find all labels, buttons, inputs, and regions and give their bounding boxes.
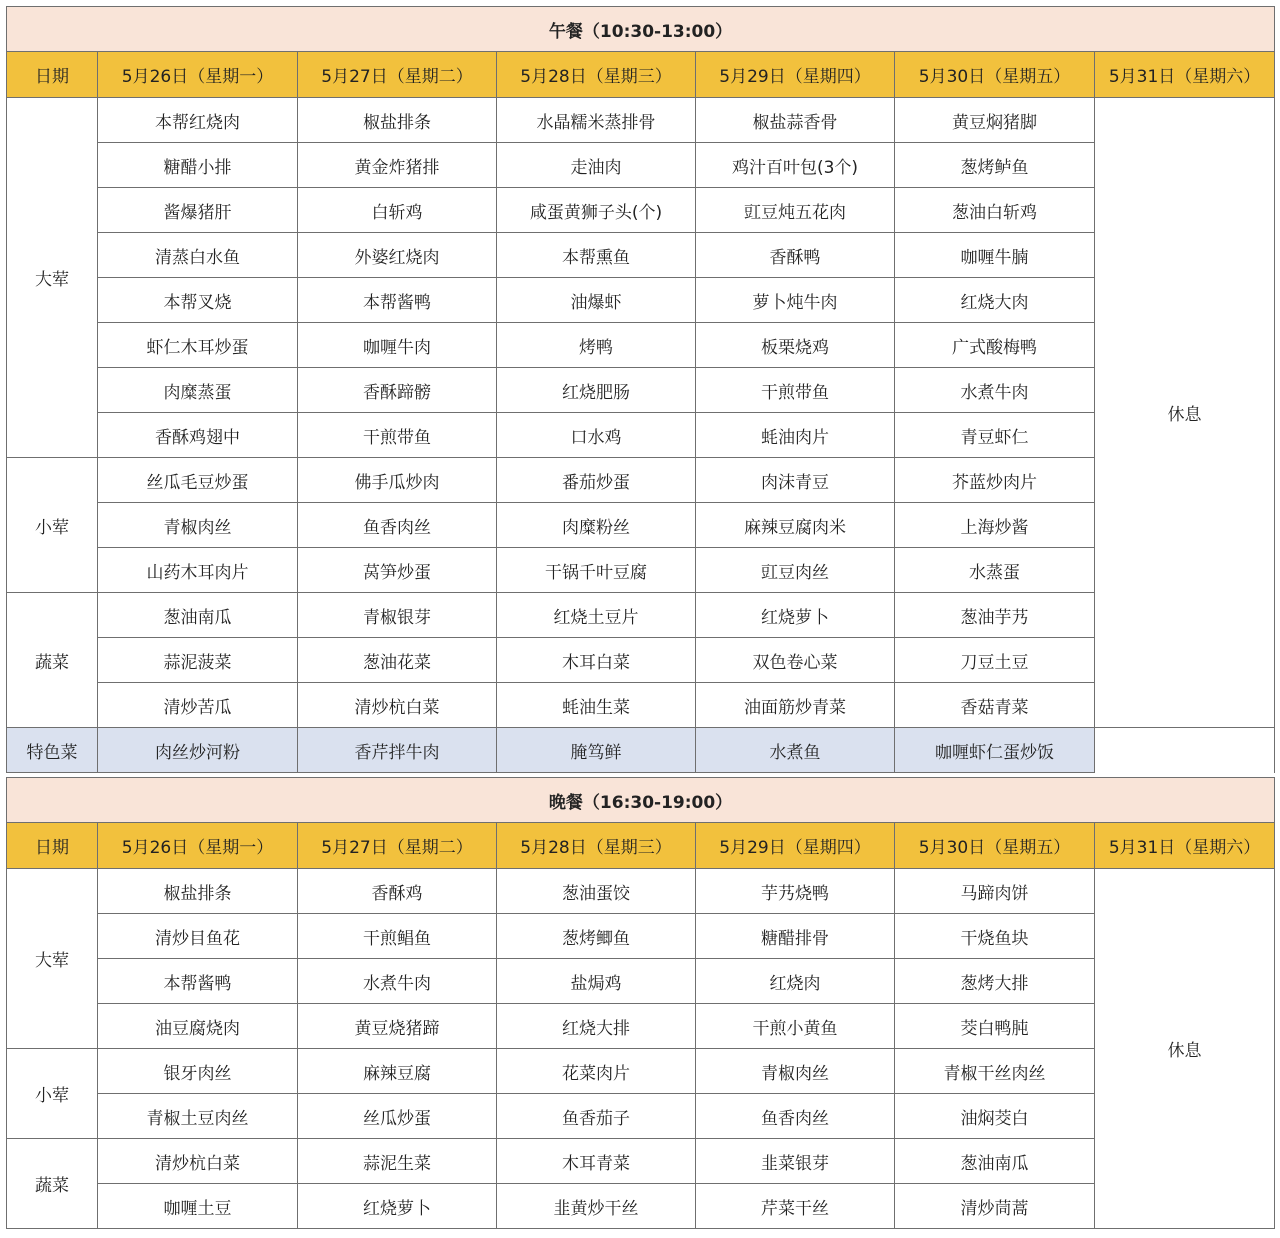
dish-cell: 干烧鱼块 bbox=[895, 914, 1095, 959]
dish-row bbox=[7, 458, 1275, 503]
dish-cell: 清蒸白水鱼 bbox=[98, 233, 298, 278]
dish-row bbox=[7, 98, 1275, 143]
dish-cell: 萝卜炖牛肉 bbox=[696, 278, 895, 323]
dish-cell: 肉糜粉丝 bbox=[497, 503, 696, 548]
day-header: 5月29日（星期四） bbox=[696, 52, 895, 98]
dish-cell: 黄豆烧猪蹄 bbox=[298, 1004, 497, 1049]
dish-cell: 上海炒酱 bbox=[895, 503, 1095, 548]
dish-cell: 山药木耳肉片 bbox=[98, 548, 298, 593]
dish-row bbox=[7, 914, 1275, 959]
dish-cell: 黄豆焖猪脚 bbox=[895, 98, 1095, 143]
dish-cell: 青椒干丝肉丝 bbox=[895, 1049, 1095, 1094]
dish-row bbox=[7, 1094, 1275, 1139]
special-dish-row bbox=[7, 728, 1275, 773]
dish-cell: 本帮酱鸭 bbox=[298, 278, 497, 323]
dish-cell: 佛手瓜炒肉 bbox=[298, 458, 497, 503]
dish-cell: 红烧大排 bbox=[497, 1004, 696, 1049]
date-header-row bbox=[7, 52, 1275, 98]
dish-cell: 红烧大肉 bbox=[895, 278, 1095, 323]
dish-cell: 烤鸭 bbox=[497, 323, 696, 368]
dish-row bbox=[7, 143, 1275, 188]
dish-cell: 银牙肉丝 bbox=[98, 1049, 298, 1094]
special-dish-cell: 腌笃鲜 bbox=[497, 728, 696, 773]
dish-cell: 蒜泥生菜 bbox=[298, 1139, 497, 1184]
dish-row bbox=[7, 959, 1275, 1004]
day-header: 5月28日（星期三） bbox=[497, 823, 696, 869]
blank-cell bbox=[1095, 728, 1275, 773]
meal-title: 晚餐（16:30-19:00） bbox=[7, 778, 1275, 823]
special-dish-cell: 咖喱虾仁蛋炒饭 bbox=[895, 728, 1095, 773]
dish-row bbox=[7, 503, 1275, 548]
dish-cell: 干煎小黄鱼 bbox=[696, 1004, 895, 1049]
rest-day-cell: 休息 bbox=[1095, 98, 1275, 728]
lunch-menu-table bbox=[6, 6, 1275, 773]
dish-cell: 酱爆猪肝 bbox=[98, 188, 298, 233]
dish-cell: 青椒银芽 bbox=[298, 593, 497, 638]
dish-cell: 口水鸡 bbox=[497, 413, 696, 458]
day-header: 5月28日（星期三） bbox=[497, 52, 696, 98]
dish-cell: 鱼香茄子 bbox=[497, 1094, 696, 1139]
dish-cell: 木耳白菜 bbox=[497, 638, 696, 683]
dish-cell: 清炒杭白菜 bbox=[98, 1139, 298, 1184]
dish-cell: 蚝油生菜 bbox=[497, 683, 696, 728]
dish-cell: 芥蓝炒肉片 bbox=[895, 458, 1095, 503]
dish-cell: 麻辣豆腐 bbox=[298, 1049, 497, 1094]
dish-cell: 香酥鸡 bbox=[298, 869, 497, 914]
dish-cell: 木耳青菜 bbox=[497, 1139, 696, 1184]
dish-cell: 双色卷心菜 bbox=[696, 638, 895, 683]
dish-cell: 葱烤鲫鱼 bbox=[497, 914, 696, 959]
day-header: 5月31日（星期六） bbox=[1095, 52, 1275, 98]
dish-row bbox=[7, 1049, 1275, 1094]
dish-cell: 香酥鸭 bbox=[696, 233, 895, 278]
dish-row bbox=[7, 1184, 1275, 1229]
dish-cell: 清炒杭白菜 bbox=[298, 683, 497, 728]
dish-cell: 广式酸梅鸭 bbox=[895, 323, 1095, 368]
special-label: 特色菜 bbox=[7, 728, 98, 773]
dish-row bbox=[7, 683, 1275, 728]
dish-cell: 红烧肥肠 bbox=[497, 368, 696, 413]
dish-cell: 虾仁木耳炒蛋 bbox=[98, 323, 298, 368]
dish-cell: 鸡汁百叶包(3个) bbox=[696, 143, 895, 188]
dish-cell: 茭白鸭肫 bbox=[895, 1004, 1095, 1049]
dish-cell: 本帮红烧肉 bbox=[98, 98, 298, 143]
dish-cell: 葱油蛋饺 bbox=[497, 869, 696, 914]
dish-cell: 油豆腐烧肉 bbox=[98, 1004, 298, 1049]
category-label: 小荤 bbox=[7, 458, 98, 593]
dish-cell: 葱油花菜 bbox=[298, 638, 497, 683]
dish-cell: 葱油南瓜 bbox=[98, 593, 298, 638]
dish-cell: 韭黄炒干丝 bbox=[497, 1184, 696, 1229]
dish-cell: 盐焗鸡 bbox=[497, 959, 696, 1004]
dish-cell: 油面筋炒青菜 bbox=[696, 683, 895, 728]
category-label: 大荤 bbox=[7, 98, 98, 458]
dish-cell: 咖喱牛肉 bbox=[298, 323, 497, 368]
dinner-title-row bbox=[7, 778, 1275, 823]
dish-cell: 水蒸蛋 bbox=[895, 548, 1095, 593]
dish-cell: 花菜肉片 bbox=[497, 1049, 696, 1094]
dish-cell: 糖醋排骨 bbox=[696, 914, 895, 959]
category-label: 蔬菜 bbox=[7, 593, 98, 728]
dish-cell: 本帮叉烧 bbox=[98, 278, 298, 323]
dish-cell: 外婆红烧肉 bbox=[298, 233, 497, 278]
dish-cell: 蒜泥菠菜 bbox=[98, 638, 298, 683]
dish-cell: 鱼香肉丝 bbox=[298, 503, 497, 548]
day-header: 5月30日（星期五） bbox=[895, 823, 1095, 869]
special-dish-cell: 香芹拌牛肉 bbox=[298, 728, 497, 773]
dish-cell: 水晶糯米蒸排骨 bbox=[497, 98, 696, 143]
dish-row bbox=[7, 413, 1275, 458]
dish-cell: 板栗烧鸡 bbox=[696, 323, 895, 368]
dish-row bbox=[7, 638, 1275, 683]
dish-cell: 青椒土豆肉丝 bbox=[98, 1094, 298, 1139]
dish-cell: 本帮酱鸭 bbox=[98, 959, 298, 1004]
dish-cell: 青椒肉丝 bbox=[696, 1049, 895, 1094]
dish-cell: 青豆虾仁 bbox=[895, 413, 1095, 458]
date-label: 日期 bbox=[7, 52, 98, 98]
dish-cell: 走油肉 bbox=[497, 143, 696, 188]
dish-cell: 韭菜银芽 bbox=[696, 1139, 895, 1184]
day-header: 5月29日（星期四） bbox=[696, 823, 895, 869]
dish-cell: 干煎带鱼 bbox=[696, 368, 895, 413]
day-header: 5月30日（星期五） bbox=[895, 52, 1095, 98]
dish-cell: 清炒茼蒿 bbox=[895, 1184, 1095, 1229]
dish-cell: 椒盐蒜香骨 bbox=[696, 98, 895, 143]
dish-cell: 清炒苦瓜 bbox=[98, 683, 298, 728]
dish-cell: 刀豆土豆 bbox=[895, 638, 1095, 683]
dish-cell: 水煮牛肉 bbox=[895, 368, 1095, 413]
dish-cell: 葱烤鲈鱼 bbox=[895, 143, 1095, 188]
dish-cell: 油焖茭白 bbox=[895, 1094, 1095, 1139]
dish-cell: 肉沫青豆 bbox=[696, 458, 895, 503]
day-header: 5月27日（星期二） bbox=[298, 52, 497, 98]
dish-cell: 葱油芋艿 bbox=[895, 593, 1095, 638]
dish-cell: 水煮牛肉 bbox=[298, 959, 497, 1004]
dish-cell: 芋艿烧鸭 bbox=[696, 869, 895, 914]
dish-cell: 葱油白斩鸡 bbox=[895, 188, 1095, 233]
dish-cell: 马蹄肉饼 bbox=[895, 869, 1095, 914]
dish-cell: 葱油南瓜 bbox=[895, 1139, 1095, 1184]
category-label: 小荤 bbox=[7, 1049, 98, 1139]
dish-cell: 青椒肉丝 bbox=[98, 503, 298, 548]
dish-cell: 咖喱牛腩 bbox=[895, 233, 1095, 278]
dish-cell: 咸蛋黄狮子头(个) bbox=[497, 188, 696, 233]
dish-cell: 本帮熏鱼 bbox=[497, 233, 696, 278]
dish-cell: 黄金炸猪排 bbox=[298, 143, 497, 188]
dish-cell: 糖醋小排 bbox=[98, 143, 298, 188]
dish-row bbox=[7, 593, 1275, 638]
dish-cell: 香酥鸡翅中 bbox=[98, 413, 298, 458]
dish-cell: 红烧萝卜 bbox=[696, 593, 895, 638]
day-header: 5月31日（星期六） bbox=[1095, 823, 1275, 869]
day-header: 5月27日（星期二） bbox=[298, 823, 497, 869]
dish-cell: 芹菜干丝 bbox=[696, 1184, 895, 1229]
dish-cell: 麻辣豆腐肉米 bbox=[696, 503, 895, 548]
dish-cell: 蚝油肉片 bbox=[696, 413, 895, 458]
category-label: 大荤 bbox=[7, 869, 98, 1049]
dish-cell: 豇豆肉丝 bbox=[696, 548, 895, 593]
dish-cell: 红烧萝卜 bbox=[298, 1184, 497, 1229]
day-header: 5月26日（星期一） bbox=[98, 823, 298, 869]
lunch-title-row bbox=[7, 7, 1275, 52]
date-header-row bbox=[7, 823, 1275, 869]
dish-cell: 红烧肉 bbox=[696, 959, 895, 1004]
dish-cell: 红烧土豆片 bbox=[497, 593, 696, 638]
day-header: 5月26日（星期一） bbox=[98, 52, 298, 98]
date-label: 日期 bbox=[7, 823, 98, 869]
dish-cell: 干锅千叶豆腐 bbox=[497, 548, 696, 593]
dish-cell: 干煎带鱼 bbox=[298, 413, 497, 458]
dish-cell: 香菇青菜 bbox=[895, 683, 1095, 728]
dish-row bbox=[7, 188, 1275, 233]
dish-cell: 油爆虾 bbox=[497, 278, 696, 323]
special-dish-cell: 水煮鱼 bbox=[696, 728, 895, 773]
special-dish-cell: 肉丝炒河粉 bbox=[98, 728, 298, 773]
dish-row bbox=[7, 1004, 1275, 1049]
dish-cell: 肉糜蒸蛋 bbox=[98, 368, 298, 413]
dish-cell: 豇豆炖五花肉 bbox=[696, 188, 895, 233]
category-label: 蔬菜 bbox=[7, 1139, 98, 1229]
dish-cell: 鱼香肉丝 bbox=[696, 1094, 895, 1139]
dish-cell: 番茄炒蛋 bbox=[497, 458, 696, 503]
dish-row bbox=[7, 869, 1275, 914]
rest-day-cell: 休息 bbox=[1095, 869, 1275, 1229]
dish-cell: 干煎鲳鱼 bbox=[298, 914, 497, 959]
dish-cell: 白斩鸡 bbox=[298, 188, 497, 233]
dish-cell: 咖喱土豆 bbox=[98, 1184, 298, 1229]
dish-cell: 葱烤大排 bbox=[895, 959, 1095, 1004]
dish-row bbox=[7, 278, 1275, 323]
dish-cell: 莴笋炒蛋 bbox=[298, 548, 497, 593]
dish-cell: 清炒目鱼花 bbox=[98, 914, 298, 959]
dish-cell: 椒盐排条 bbox=[298, 98, 497, 143]
dish-row bbox=[7, 323, 1275, 368]
meal-title: 午餐（10:30-13:00） bbox=[7, 7, 1275, 52]
dish-row bbox=[7, 548, 1275, 593]
dish-cell: 丝瓜炒蛋 bbox=[298, 1094, 497, 1139]
dish-row bbox=[7, 233, 1275, 278]
dish-cell: 椒盐排条 bbox=[98, 869, 298, 914]
dish-row bbox=[7, 1139, 1275, 1184]
dinner-menu-table bbox=[6, 777, 1275, 1229]
dish-cell: 香酥蹄髈 bbox=[298, 368, 497, 413]
dish-row bbox=[7, 368, 1275, 413]
dish-cell: 丝瓜毛豆炒蛋 bbox=[98, 458, 298, 503]
